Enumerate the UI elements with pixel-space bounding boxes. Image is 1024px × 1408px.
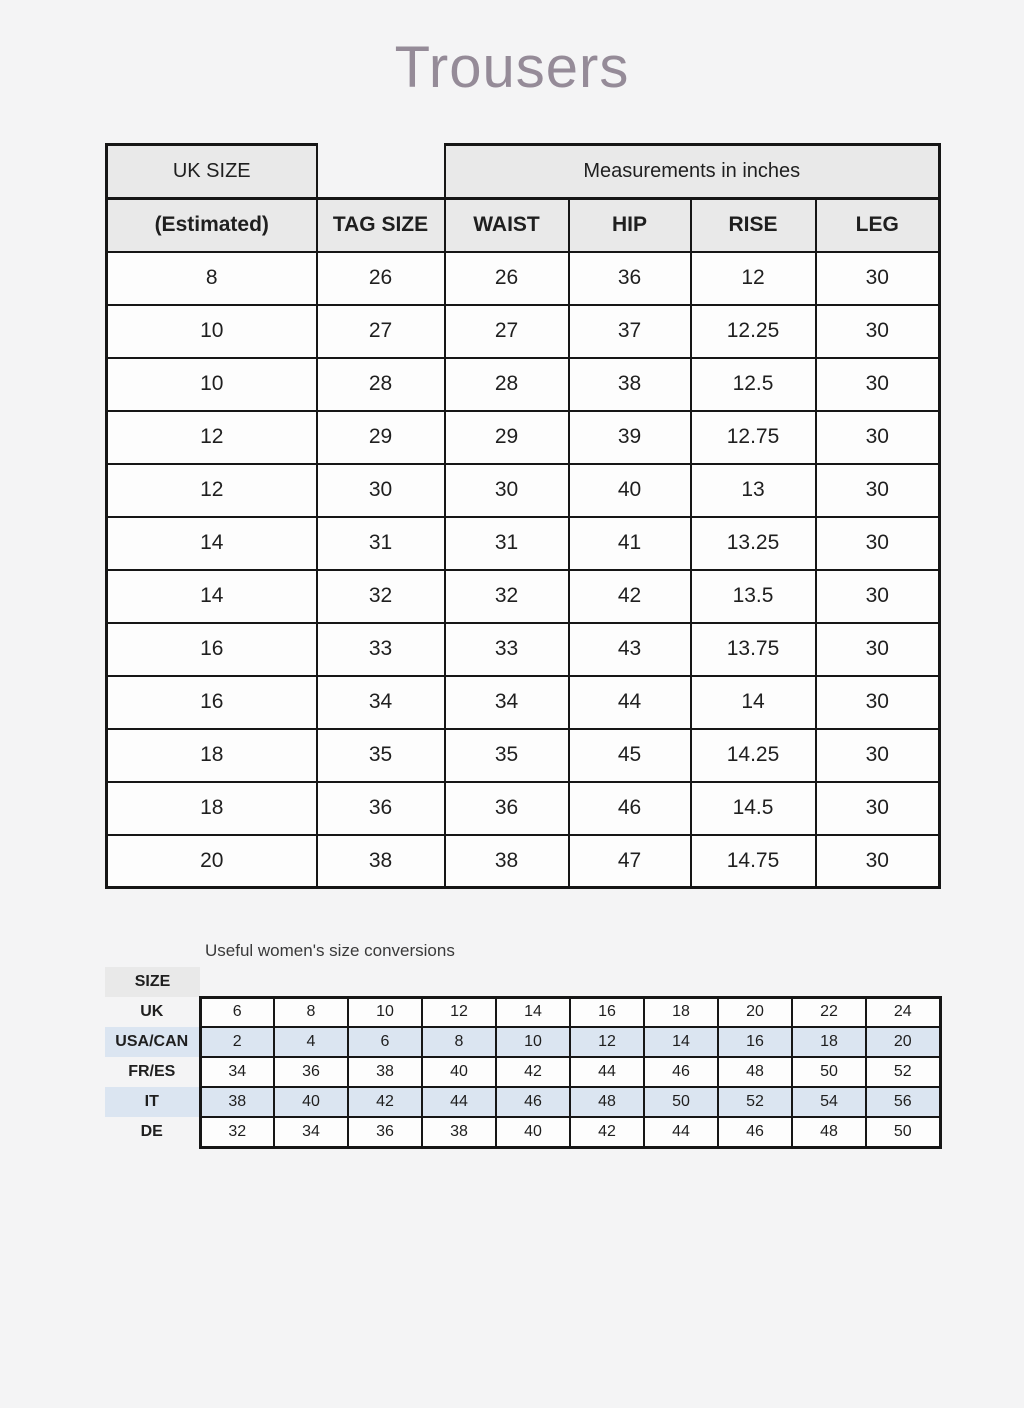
table-cell: 33 xyxy=(445,623,569,676)
header-gap xyxy=(317,145,445,199)
conversion-cell: 16 xyxy=(570,997,644,1027)
table-cell: 27 xyxy=(445,305,569,358)
column-header: WAIST xyxy=(445,199,569,252)
table-cell: 39 xyxy=(569,411,691,464)
table-cell: 35 xyxy=(317,729,445,782)
conversion-cell: 10 xyxy=(348,997,422,1027)
table-cell: 29 xyxy=(317,411,445,464)
conversion-cell: 42 xyxy=(348,1087,422,1117)
conversion-cell: 40 xyxy=(496,1117,570,1147)
conversion-cell: 34 xyxy=(274,1117,348,1147)
measurements-group-header: Measurements in inches xyxy=(445,145,940,199)
conversion-cell: 38 xyxy=(200,1087,274,1117)
table-row xyxy=(107,411,940,464)
conversion-cell: 56 xyxy=(866,1087,940,1117)
conversion-row xyxy=(105,1027,940,1057)
table-cell: 45 xyxy=(569,729,691,782)
table-cell: 27 xyxy=(317,305,445,358)
conversion-cell: 8 xyxy=(274,997,348,1027)
conversion-cell: 44 xyxy=(422,1087,496,1117)
conversion-cell: 4 xyxy=(274,1027,348,1057)
conversion-cell: 22 xyxy=(792,997,866,1027)
conversion-cell: 42 xyxy=(570,1117,644,1147)
table-cell: 35 xyxy=(445,729,569,782)
column-header: LEG xyxy=(816,199,940,252)
conversion-cell: 6 xyxy=(348,1027,422,1057)
table-cell: 13 xyxy=(691,464,816,517)
table-cell: 37 xyxy=(569,305,691,358)
conversion-cell: 48 xyxy=(718,1057,792,1087)
table-row xyxy=(107,305,940,358)
conversion-cell: 44 xyxy=(644,1117,718,1147)
table-cell: 18 xyxy=(107,729,317,782)
table-cell: 28 xyxy=(445,358,569,411)
table-cell: 30 xyxy=(816,729,940,782)
table-cell: 30 xyxy=(816,570,940,623)
conversion-cell: 6 xyxy=(200,997,274,1027)
table-cell: 32 xyxy=(445,570,569,623)
conversion-cell: 44 xyxy=(570,1057,644,1087)
conversion-cell: 46 xyxy=(718,1117,792,1147)
table-cell: 32 xyxy=(317,570,445,623)
conversion-cell: 46 xyxy=(644,1057,718,1087)
table-cell: 20 xyxy=(107,835,317,888)
table-cell: 12.5 xyxy=(691,358,816,411)
conversion-cell: 2 xyxy=(200,1027,274,1057)
table-cell: 12 xyxy=(107,464,317,517)
page-title: Trousers xyxy=(394,35,630,100)
table-row xyxy=(107,570,940,623)
table-cell: 30 xyxy=(445,464,569,517)
conversion-cell: 48 xyxy=(570,1087,644,1117)
conversion-cell: 50 xyxy=(792,1057,866,1087)
conversion-cell: 38 xyxy=(422,1117,496,1147)
conversion-cell: 12 xyxy=(422,997,496,1027)
table-cell: 47 xyxy=(569,835,691,888)
table-cell: 12.75 xyxy=(691,411,816,464)
table-cell: 14.5 xyxy=(691,782,816,835)
table-cell: 16 xyxy=(107,676,317,729)
table-row xyxy=(107,729,940,782)
table-cell: 40 xyxy=(569,464,691,517)
table-cell: 46 xyxy=(569,782,691,835)
conversion-cell: 48 xyxy=(792,1117,866,1147)
table-cell: 30 xyxy=(816,623,940,676)
region-label: IT xyxy=(105,1087,200,1117)
table-cell: 36 xyxy=(317,782,445,835)
table-cell: 13.5 xyxy=(691,570,816,623)
conversion-corner-row xyxy=(105,967,940,997)
conversion-cell: 14 xyxy=(644,1027,718,1057)
table-cell: 26 xyxy=(317,252,445,305)
table-cell: 44 xyxy=(569,676,691,729)
conversion-row xyxy=(105,1087,940,1117)
table-cell: 30 xyxy=(816,305,940,358)
table-cell: 34 xyxy=(317,676,445,729)
column-header-row xyxy=(107,199,940,252)
table-cell: 30 xyxy=(816,464,940,517)
table-cell: 10 xyxy=(107,305,317,358)
table-cell: 31 xyxy=(445,517,569,570)
column-header: (Estimated) xyxy=(107,199,317,252)
conversion-cell: 34 xyxy=(200,1057,274,1087)
table-cell: 14 xyxy=(691,676,816,729)
table-cell: 30 xyxy=(317,464,445,517)
conversion-cell: 52 xyxy=(718,1087,792,1117)
conversion-cell: 14 xyxy=(496,997,570,1027)
conversion-cell: 54 xyxy=(792,1087,866,1117)
table-cell: 14.25 xyxy=(691,729,816,782)
conversion-cell: 40 xyxy=(422,1057,496,1087)
table-row xyxy=(107,517,940,570)
region-label: DE xyxy=(140,1123,163,1140)
table-cell: 12 xyxy=(691,252,816,305)
table-row xyxy=(107,676,940,729)
table-cell: 26 xyxy=(445,252,569,305)
table-cell: 41 xyxy=(569,517,691,570)
table-cell: 13.75 xyxy=(691,623,816,676)
table-cell: 14 xyxy=(107,570,317,623)
conversion-row xyxy=(105,1057,940,1087)
size-corner-label: SIZE xyxy=(105,967,200,997)
region-label: UK xyxy=(140,1003,164,1020)
table-cell: 36 xyxy=(569,252,691,305)
column-header: HIP xyxy=(569,199,691,252)
table-cell: 16 xyxy=(107,623,317,676)
table-cell: 18 xyxy=(107,782,317,835)
table-cell: 13.25 xyxy=(691,517,816,570)
table-cell: 14 xyxy=(107,517,317,570)
table-cell: 30 xyxy=(816,517,940,570)
uk-size-group-header: UK SIZE xyxy=(107,145,317,199)
table-cell: 29 xyxy=(445,411,569,464)
conversion-cell: 24 xyxy=(866,997,940,1027)
table-cell: 33 xyxy=(317,623,445,676)
trousers-size-table xyxy=(105,143,941,889)
region-label: FR/ES xyxy=(128,1063,176,1080)
conversion-cell: 38 xyxy=(348,1057,422,1087)
conversion-cell: 50 xyxy=(866,1117,940,1147)
table-cell: 31 xyxy=(317,517,445,570)
conversion-cell: 16 xyxy=(718,1027,792,1057)
table-row xyxy=(107,782,940,835)
table-cell: 38 xyxy=(317,835,445,888)
table-cell: 12.25 xyxy=(691,305,816,358)
conversion-caption: Useful women's size conversions xyxy=(205,941,455,960)
column-header: RISE xyxy=(691,199,816,252)
table-cell: 30 xyxy=(816,252,940,305)
conversion-cell: 42 xyxy=(496,1057,570,1087)
table-cell: 12 xyxy=(107,411,317,464)
conversion-cell: 8 xyxy=(422,1027,496,1057)
table-row xyxy=(107,252,940,305)
column-header: TAG SIZE xyxy=(317,199,445,252)
table-row xyxy=(107,835,940,888)
conversion-cell: 50 xyxy=(644,1087,718,1117)
group-header-row xyxy=(107,145,940,199)
table-cell: 42 xyxy=(569,570,691,623)
table-cell: 28 xyxy=(317,358,445,411)
region-label: USA/CAN xyxy=(105,1027,200,1057)
table-cell: 43 xyxy=(569,623,691,676)
conversion-row xyxy=(105,1117,940,1147)
table-cell: 30 xyxy=(816,676,940,729)
conversion-cell: 52 xyxy=(866,1057,940,1087)
conversion-cell: 18 xyxy=(644,997,718,1027)
table-cell: 30 xyxy=(816,411,940,464)
table-row xyxy=(107,358,940,411)
conversion-cell: 36 xyxy=(274,1057,348,1087)
conversion-cell: 40 xyxy=(274,1087,348,1117)
conversion-row xyxy=(105,997,940,1027)
table-cell: 30 xyxy=(816,835,940,888)
conversion-cell: 36 xyxy=(348,1117,422,1147)
table-row xyxy=(107,464,940,517)
table-cell: 38 xyxy=(569,358,691,411)
conversion-cell: 18 xyxy=(792,1027,866,1057)
size-conversion-table xyxy=(105,967,942,1149)
table-cell: 34 xyxy=(445,676,569,729)
conversion-cell: 32 xyxy=(200,1117,274,1147)
table-cell: 36 xyxy=(445,782,569,835)
table-cell: 14.75 xyxy=(691,835,816,888)
table-cell: 8 xyxy=(107,252,317,305)
table-cell: 30 xyxy=(816,358,940,411)
corner-gap xyxy=(200,967,940,997)
conversion-cell: 20 xyxy=(866,1027,940,1057)
conversion-cell: 20 xyxy=(718,997,792,1027)
conversion-cell: 10 xyxy=(496,1027,570,1057)
table-cell: 10 xyxy=(107,358,317,411)
table-cell: 38 xyxy=(445,835,569,888)
conversion-cell: 46 xyxy=(496,1087,570,1117)
conversion-cell: 12 xyxy=(570,1027,644,1057)
table-cell: 30 xyxy=(816,782,940,835)
table-row xyxy=(107,623,940,676)
